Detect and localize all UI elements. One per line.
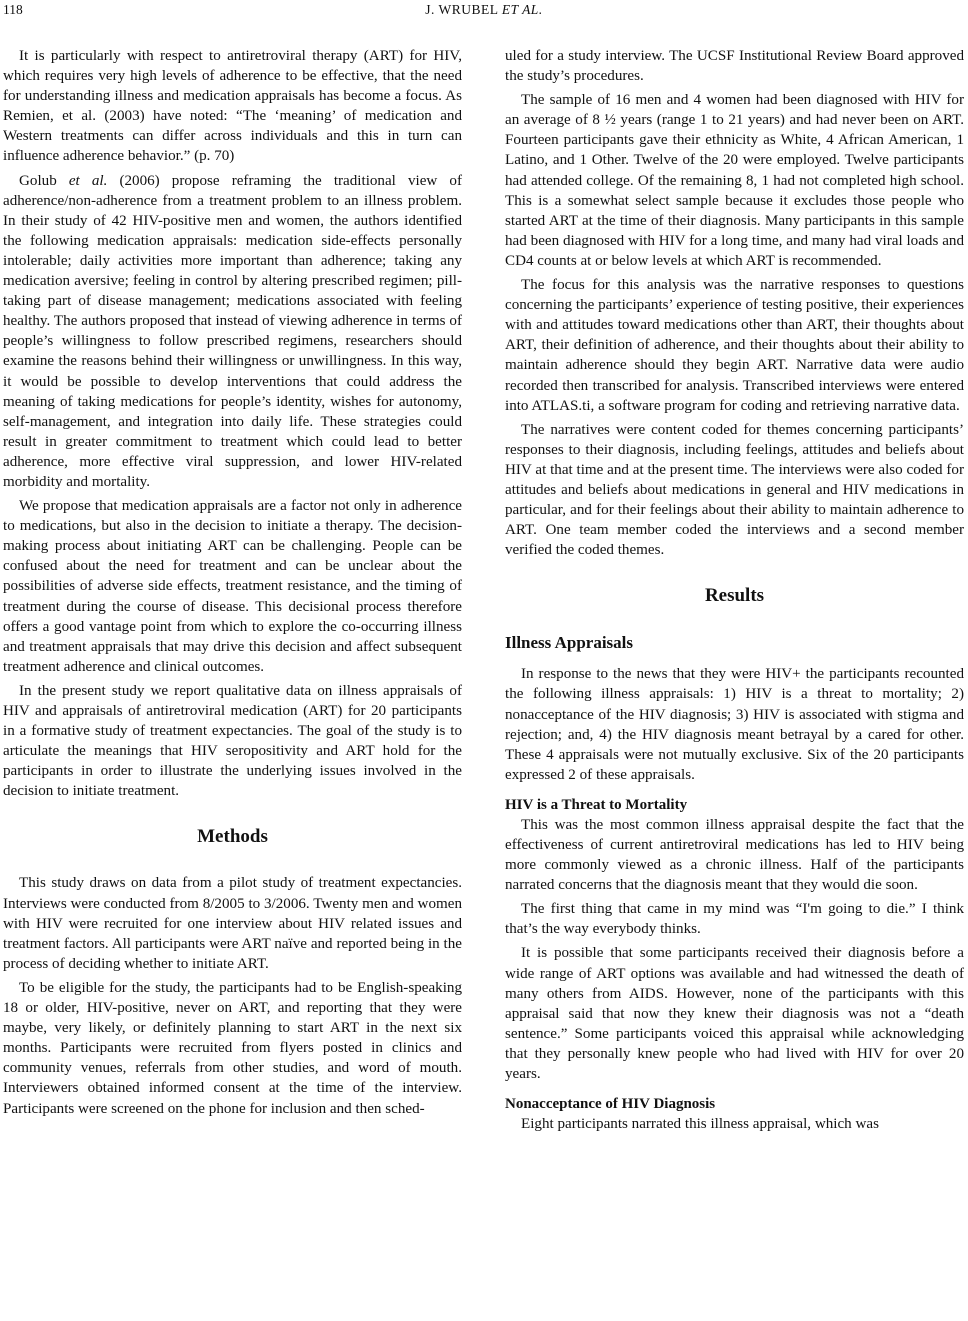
nonacceptance-heading: Nonacceptance of HIV Diagnosis: [505, 1096, 716, 1113]
golub-text: (2006) propose reframing the traditional view of adherence/non-adherence from a treatment problem to an illness problem. In their study of 42 HIV-positive men and women, the authors identified the following medication appraisals: medication side-effects personally intolerable; daily activities more important than adherence; taking any medication aversive; feeling in control by altering prescribed regimen; pill-taking part of disease management; medications associated with feeling healthy. The authors proposed that instead of viewing adherence in terms of people’s willingness to follow prescribed regimens, researchers should examine the reasons behind their willingness or unwillingness. In this way, it would be possible to develop interventions that could address the meaning of taking medications for people’s identity, wishes for autonomy, self-management, and integration into daily life. These strategies could result in greater commitment to treatment which could lead to better adherence, more effective viral suppression, and lower HIV-related morbidity and mortality.: [3, 172, 462, 490]
running-head-et-al: ET AL.: [501, 2, 543, 17]
left-column: [3, 46, 462, 1123]
running-head: [0, 2, 968, 18]
paragraph-irb: uled for a study interview. The UCSF Institutional Review Board approved the study’s procedures.: [505, 48, 964, 85]
right-column: [505, 46, 964, 1138]
illness-appraisals-heading: Illness Appraisals: [505, 633, 634, 653]
paragraph-sample: The sample of 16 men and 4 women had been diagnosed with HIV for an average of 8 ½ years (range 1 to 21 years) and had never been on ART. Fourteen participants gave their ethnicity as White, 4 African American, 1 Latino, and 1 Other. Twelve of the 20 were employed. Twelve participants had attended college. Of the remaining 8, 1 had not completed high school. This is a somewhat select sample because it excludes those people who started ART at the time of their diagnosis. Many participants in this sample had been diagnosed with HIV for a long time, and many had viral loads and CD4 counts at or below levels at which ART is recommended.: [505, 92, 964, 269]
paragraph-art-adherence: It is particularly with respect to antiretroviral therapy (ART) for HIV, which requires very high levels of adherence to be effective, that the need for understanding illness and medication appraisals has become a focus. As Remien, et al. (2003) have noted: “The ‘meaning’ of medication and Western treatments can differ across individuals and this in turn can influence adherence behavior.” (p. 70): [3, 48, 462, 165]
golub-et-al: et al.: [68, 172, 108, 189]
paragraph-golub: [3, 171, 462, 493]
paragraph-medication-appraisals: We propose that medication appraisals are a factor not only in adherence to medications, but also in the decision to initiate a therapy. The decision-making process about initiating ART can be challenging. People can be confused about the need for treatment and can be unclear about the possibilities of adverse side effects, treatment resistance, and the timing of treatment during the course of disease. This decisional process therefore offers a good vantage point from which to explore the co-occurring illness and treatment appraisals that may drive this decision and affect subsequent treatment adherence and clinical outcomes.: [3, 498, 462, 675]
page-header: [0, 0, 968, 24]
paragraph-art-options: It is possible that some participants received their diagnosis before a wide range of ART options was available and had witnessed the death of many others from AIDS. However, none of the participants with this appraisal said that now they knew their diagnosis was not a “death sentence.” Some participants voiced this appraisal while acknowledging that they personally knew people who had lived with HIV for over 20 years.: [505, 945, 964, 1083]
page-number: 118: [3, 2, 23, 17]
paragraph-analysis-focus: The focus for this analysis was the narrative responses to questions concerning the participants’ experience of testing positive, their experiences with and attitudes toward medications other than ART, their thoughts about ART, their definition of adherence, and their thoughts about their ability to maintain adherence should they begin ART. Narrative data were audio recorded then transcribed for analysis. Transcribed interviews were entered into ATLAS.ti, a software program for coding and retrieving narrative data.: [505, 277, 964, 414]
running-head-author: J. WRUBEL: [425, 2, 499, 17]
threat-to-mortality-heading: HIV is a Threat to Mortality: [505, 796, 688, 813]
paragraph-present-study: In the present study we report qualitative data on illness appraisals of HIV and appraisals of antiretroviral medication (ART) for 20 participants in a formative study of treatment expectancies. The goal of the study is to articulate the meanings that HIV seropositivity and ART hold for the participants in order to illustrate the underlying issues involved in the decision to initiate treatment.: [3, 682, 462, 800]
paragraph-mortality: This was the most common illness appraisal despite the fact that the effectiveness of current antiretroviral medications has led to HIV being more commonly viewed as a chronic illness. Half of the participants narrated concerns that the diagnosis meant that they would die soon.: [505, 816, 964, 894]
golub-author: Golub: [19, 172, 57, 189]
paragraph-quote-die: The first thing that came in my mind was “I'm going to die.” I think that’s the way everybody thinks.: [505, 901, 964, 938]
results-heading: Results: [704, 585, 765, 607]
paragraph-content-coding: The narratives were content coded for themes concerning participants’ responses to their diagnosis, including feelings, attitudes and beliefs about HIV at that time and at the present time. The interviews were also coded for attitudes and beliefs about medications in general and HIV medications in particular, and for their feelings about their ability to maintain adherence to ART. One team member coded the interviews and a second member verified the coded themes.: [505, 421, 964, 559]
paragraph-nonacceptance: Eight participants narrated this illness appraisal, which was: [521, 1116, 879, 1133]
paragraph-pilot-study: This study draws on data from a pilot study of treatment expectancies. Interviews were conducted from 8/2005 to 3/2006. Twenty men and women with HIV were recruited for one interview about HIV related issues and treatment factors. All participants were ART naïve and reported being in the process of deciding whether to initiate ART.: [3, 875, 462, 972]
paragraph-eligibility: To be eligible for the study, the participants had to be English-speaking 18 or older, HIV-positive, never on ART, and reporting that they were maybe, very likely, or definitely planning to start ART in the next six months. Participants were recruited from flyers posted in clinics and community venues, referrals from other studies, and word of mouth. Interviewers obtained informed consent at the time of the interview. Participants were screened on the phone for inclusion and then sched-: [3, 979, 462, 1117]
methods-heading: Methods: [197, 826, 268, 848]
paragraph-illness-appraisals: In response to the news that they were HIV+ the participants recounted the following illness appraisals: 1) HIV is a threat to mortality; 2) nonacceptance of the HIV diagnosis; 3) HIV is associated with stigma and rejection; and, 4) the HIV diagnosis meant betrayal by a cared for other. These 4 appraisals were not mutually exclusive. Six of the 20 participants expressed 2 of these appraisals.: [505, 666, 964, 783]
